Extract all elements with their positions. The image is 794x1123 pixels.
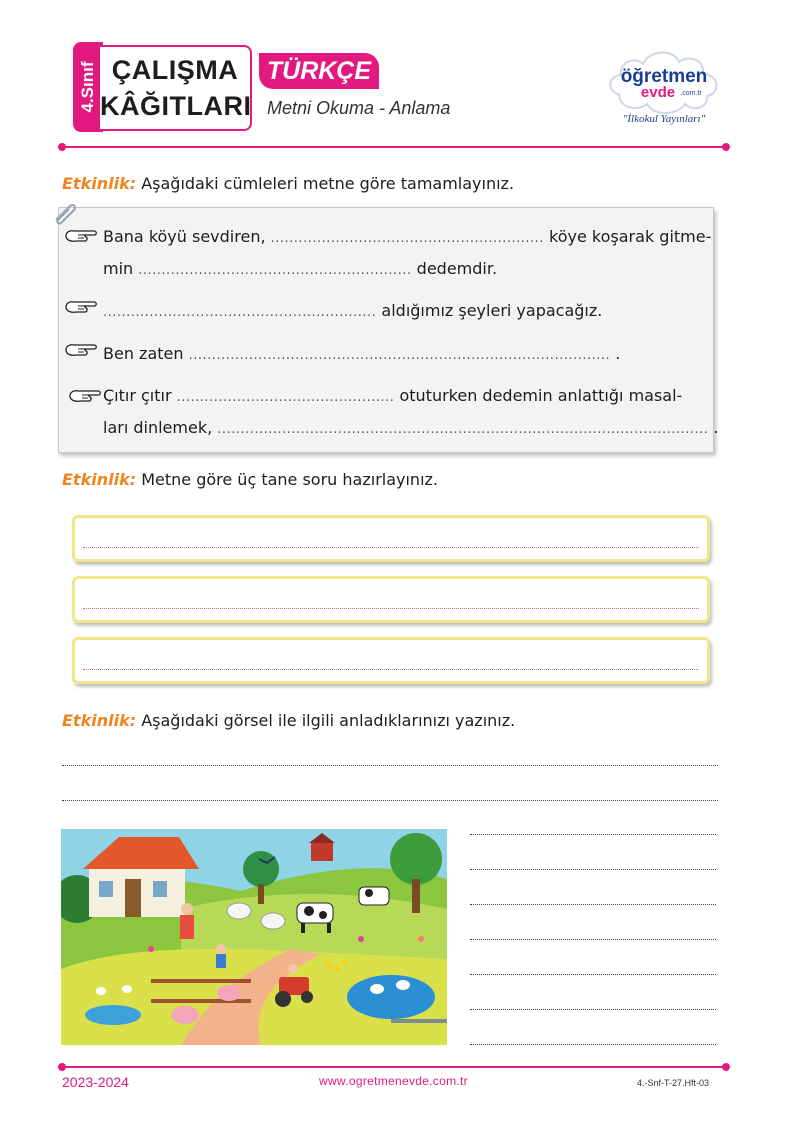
sentence-4a [103, 386, 682, 405]
activity-label: Etkinlik: [62, 470, 137, 489]
sentence-text: ları dinlemek, [103, 418, 213, 437]
writing-line[interactable] [470, 834, 716, 835]
activity-instruction: Metne göre üç tane soru hazırlayınız. [141, 470, 438, 489]
pointing-hand-icon [64, 296, 98, 318]
writing-line[interactable] [470, 939, 716, 940]
writing-line[interactable] [470, 1044, 716, 1045]
footer-code: 4.-Snf-T-27.Hft-03 [637, 1078, 710, 1088]
sentence-text: otuturken dedemin anlattığı masal- [399, 386, 683, 405]
pointing-hand-icon [64, 225, 98, 247]
sentence-text: köye koşarak gitme- [549, 227, 712, 246]
blank-fill-line[interactable]: ............................................... [176, 390, 395, 405]
footer-year: 2023-2024 [62, 1074, 129, 1090]
sentence-text: . [713, 418, 719, 437]
footer-website-link[interactable]: www.ogretmenevde.com.tr [319, 1074, 468, 1088]
sentence-4b [103, 418, 718, 437]
farm-illustration [61, 829, 447, 1045]
grade-tab [73, 42, 103, 132]
header-divider [62, 146, 726, 148]
question-answer-box[interactable] [72, 637, 710, 684]
activity-label: Etkinlik: [62, 174, 137, 193]
sentence-1a [103, 227, 711, 246]
activity-1-title [62, 174, 514, 193]
writing-line[interactable] [470, 974, 716, 975]
sentence-text: Bana köyü sevdiren, [103, 227, 266, 246]
sentence-text: Ben zaten [103, 344, 184, 363]
sentence-2 [103, 301, 602, 320]
blank-fill-line[interactable]: ........................................................... [103, 305, 377, 320]
activity-instruction: Aşağıdaki cümleleri metne göre tamamlayınız. [141, 174, 515, 193]
blank-fill-line[interactable]: ........................................................................................... [188, 348, 611, 363]
pointing-hand-icon [64, 339, 98, 361]
grade-label: 4.Sınıf [78, 61, 97, 113]
svg-text:"İlkokul Yayınları": "İlkokul Yayınları" [622, 113, 706, 125]
sentence-3 [103, 344, 620, 363]
blank-fill-line[interactable]: ........................................................... [270, 231, 544, 246]
pointing-hand-icon [68, 385, 102, 407]
topic-subtitle: Metni Okuma - Anlama [267, 98, 451, 118]
writing-line[interactable] [470, 904, 716, 905]
svg-text:.com.tr: .com.tr [680, 90, 702, 97]
footer-divider [62, 1066, 726, 1068]
sentence-text: Çıtır çıtır [103, 386, 172, 405]
activity-label: Etkinlik: [62, 711, 137, 730]
publisher-logo [605, 42, 723, 132]
question-answer-box[interactable] [72, 576, 710, 623]
blank-fill-line[interactable]: .......................................................................................................... [217, 422, 709, 437]
svg-text:öğretmen: öğretmen [620, 66, 708, 87]
writing-line[interactable] [62, 765, 718, 766]
sentence-text: aldığımız şeyleri yapacağız. [381, 301, 603, 320]
sentence-text: . [615, 344, 621, 363]
paper-clip-icon [50, 200, 80, 228]
activity-instruction: Aşağıdaki görsel ile ilgili anladıklarınızı yazınız. [141, 711, 516, 730]
sentence-1b [103, 259, 497, 278]
title-line-1: ÇALIŞMA [111, 55, 239, 85]
subject-badge: TÜRKÇE [259, 53, 379, 89]
svg-text:evde: evde [640, 84, 676, 101]
title-line-2: KÂĞITLARI [100, 91, 252, 121]
activity-3-title [62, 711, 515, 730]
question-answer-box[interactable] [72, 515, 710, 562]
worksheet-title-box [100, 45, 252, 131]
sentence-text: min [103, 259, 134, 278]
writing-line[interactable] [62, 800, 718, 801]
activity-2-title [62, 470, 438, 489]
sentence-text: dedemdir. [416, 259, 498, 278]
writing-line[interactable] [470, 1009, 716, 1010]
blank-fill-line[interactable]: ........................................................... [138, 263, 412, 278]
writing-line[interactable] [470, 869, 716, 870]
